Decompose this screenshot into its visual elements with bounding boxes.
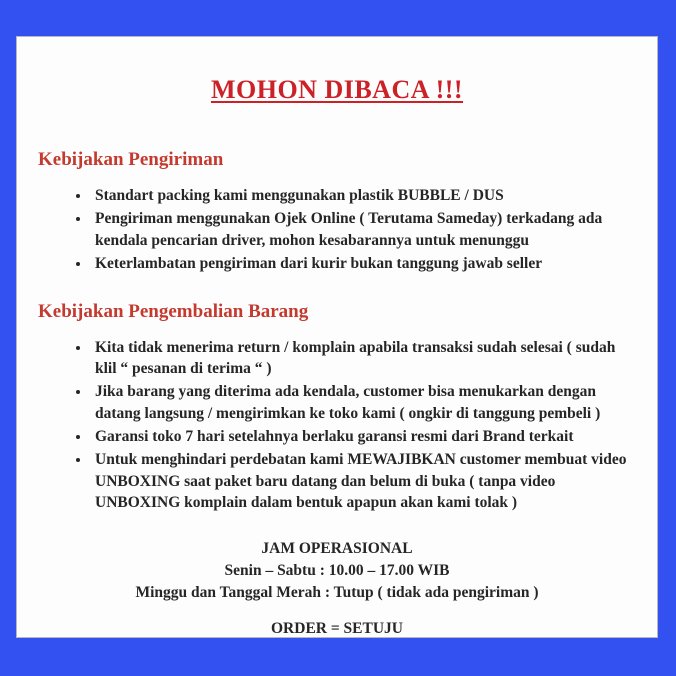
operational-hours-holiday: Minggu dan Tanggal Merah : Tutup ( tidak ada pengiriman ) xyxy=(135,583,539,601)
order-agreement-note: ORDER = SETUJU xyxy=(271,619,403,637)
list-item: • Garansi toko 7 hari setelahnya berlaku garansi resmi dari Brand terkait xyxy=(91,426,627,447)
list-item: • Keterlambatan pengiriman dari kurir bukan tanggung jawab seller xyxy=(91,253,627,274)
operational-hours-weekdays: Senin – Sabtu : 10.00 – 17.00 WIB xyxy=(224,561,450,579)
list-item: • Untuk menghindari perdebatan kami MEWAJIBKAN customer membuat video UNBOXING saat paket baru datang dan belum di buka ( tanpa video UNBOXING komplain dalam bentuk apapun akan kami tolak ) xyxy=(91,449,627,513)
list-item: • Jika barang yang diterima ada kendala, customer bisa menukarkan dengan datang langsung / mengirimkan ke toko kami ( ongkir di tanggung pembeli ) xyxy=(91,381,627,424)
list-item: • Pengiriman menggunakan Ojek Online ( Terutama Sameday) terkadang ada kendala pencarian driver, mohon kesabarannya untuk menunggu xyxy=(91,208,627,251)
notice-title: MOHON DIBACA !!! xyxy=(210,75,464,104)
shipping-policy-list xyxy=(17,185,657,275)
return-policy-list xyxy=(17,337,657,514)
list-item: • Kita tidak menerima return / komplain apabila transaksi sudah selesai ( sudah klil “ pesanan di terima “ ) xyxy=(91,337,627,380)
section-heading-return-policy: Kebijakan Pengembalian Barang xyxy=(38,300,309,322)
list-item: • Standart packing kami menggunakan plastik BUBBLE / DUS xyxy=(91,185,627,206)
operational-hours-heading: JAM OPERASIONAL xyxy=(261,539,413,557)
section-heading-shipping-policy: Kebijakan Pengiriman xyxy=(38,149,224,170)
notice-panel xyxy=(16,36,658,638)
operational-hours xyxy=(17,538,657,604)
